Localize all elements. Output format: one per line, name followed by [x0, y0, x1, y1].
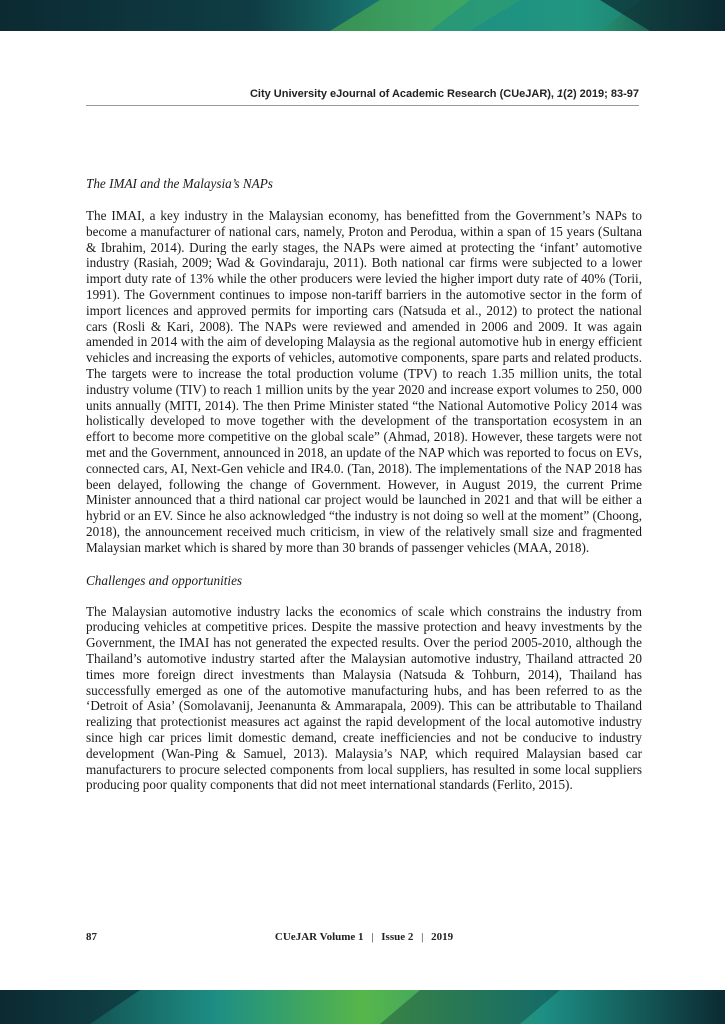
footer-year: 2019 — [431, 931, 454, 943]
article-body — [86, 176, 642, 793]
footer-journal-info — [86, 931, 642, 943]
section-heading: Challenges and opportunities — [86, 572, 243, 588]
footer-issue: Issue 2 — [381, 931, 414, 943]
top-band-graphic — [0, 0, 725, 31]
header-rule — [86, 105, 639, 106]
footer-separator: | — [371, 931, 374, 943]
page-number: 87 — [86, 931, 97, 943]
paragraph: The IMAI, a key industry in the Malaysian economy, has benefitted from the Government’s NAPs to become a manufacturer of national cars, namely, Proton and Perodua, within a span of 15 years (Sultana & Ibrahim, 2014). During the early stages, the NAPs were aimed at protecting the ‘infant’ automotive industry (Rasiah, 2009; Wad & Govindaraju, 2011). Both national car firms were subjected to a lower import duty rate of 13% while the other producers were levied the higher import duty rate of 40% (Torii, 1991). The Government continues to impose non-tariff barriers in the automotive sector in the form of import licences and approved permits for importing cars (Natsuda et al., 2012) to protect the national cars (Rosli & Kari, 2008). The NAPs were reviewed and amended in 2006 and 2009. It was again amended in 2014 with the aim of developing Malaysia as the regional automotive hub in energy efficient vehicles and increasing the exports of vehicles, automotive components, spare parts and related products. The targets were to increase the total production volume (TPV) to reach 1.35 million units, the total industry volume (TIV) to reach 1 million units by the year 2020 and increase export volumes to 250, 000 units annually (MITI, 2014). The then Prime Minister stated “the National Automotive Policy 2014 was holistically developed to move together with the development of the transportation ecosystem in an effort to become more competitive on the global scale” (Ahmad, 2018). However, these targets were not met and the Government, announced in 2018, an update of the NAP which was reported to focus on EVs, connected cars, AI, Next-Gen vehicle and IR4.0. (Tan, 2018). The implementations of the NAP 2018 has been delayed, following the change of Government. However, in August 2019, the current Prime Minister announced that a third national car project would be launched in 2021 and that will be either a hybrid or an EV. Since he also acknowledged “the industry is not doing so well at the moment” (Choong, 2018), the announcement received much criticism, in view of the relatively small size and fragmented Malaysian market which is shared by more than 30 brands of passenger vehicles (MAA, 2018). — [86, 208, 642, 555]
bottom-band-graphic — [0, 990, 725, 1024]
running-head — [86, 88, 639, 100]
journal-name: City University eJournal of Academic Research (CUeJAR), — [249, 88, 554, 100]
bottom-decorative-band — [0, 990, 725, 1024]
top-decorative-band — [0, 0, 725, 31]
footer-volume: Volume 1 — [319, 931, 364, 943]
footer-journal: CUeJAR — [274, 931, 318, 943]
paragraph: The Malaysian automotive industry lacks the economics of scale which constrains the industry from producing vehicles at competitive prices. Despite the massive protection and heavy investments by the Government, the IMAI has not generated the expected results. Over the period 2005-2010, although the Thailand’s automotive industry started after the Malaysian automotive industry, Thailand attracted 20 times more foreign direct investments than Malaysia (Natsuda & Tohburn, 2014), Thailand has successfully emerged as one of the automotive manufacturing hubs, and has been referred to as the ‘Detroit of Asia’ (Somolavanij, Jeenanunta & Ammarapala, 2009). This can be attributable to Thailand realizing that protectionist measures act against the rapid development of the local automotive industry since high car prices limit domestic demand, create inefficiencies and not be conducive to industry development (Wan-Ping & Samuel, 2013). Malaysia’s NAP, which required Malaysian based car manufacturers to procure selected components from local suppliers, has resulted in some local suppliers producing poor quality components that did not meet international standards (Ferlito, 2015). — [86, 603, 642, 793]
footer-separator: | — [421, 931, 424, 943]
journal-issue-pages: (2) 2019; 83-97 — [563, 88, 639, 100]
section-heading: The IMAI and the Malaysia’s NAPs — [86, 176, 273, 191]
page-footer — [86, 931, 642, 947]
journal-volume: 1 — [557, 88, 564, 100]
